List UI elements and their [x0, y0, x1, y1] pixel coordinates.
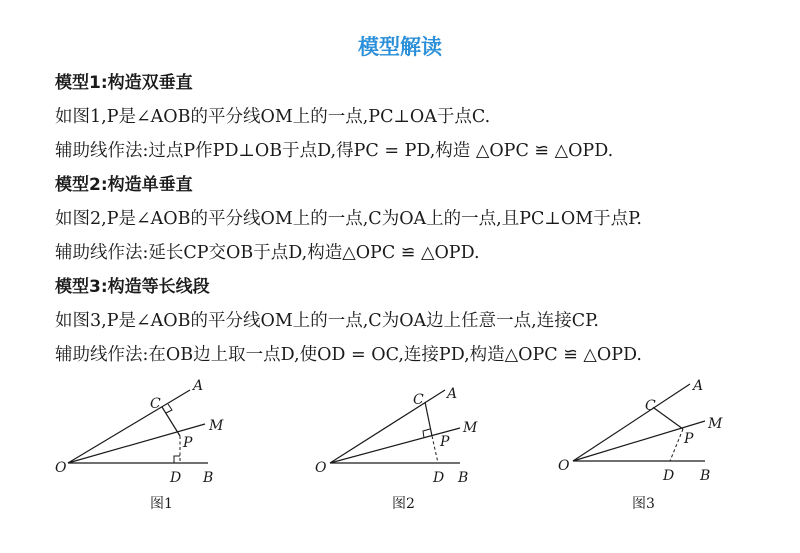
label-m: M — [708, 416, 723, 432]
model-3-description: 如图3,P是∠AOB的平分线OM上的一点,C为OA边上任意一点,连接CP. — [55, 311, 599, 331]
page-title: 模型解读 — [358, 35, 442, 59]
label-d: D — [433, 470, 445, 486]
ray-oa — [68, 390, 190, 463]
ray-oa — [330, 390, 445, 463]
model-3-heading: 模型3:构造等长线段 — [55, 277, 210, 297]
label-p: P — [440, 434, 450, 450]
right-angle-mark-d — [174, 456, 180, 463]
label-c: C — [150, 396, 161, 412]
label-p: P — [183, 435, 193, 451]
label-a: A — [193, 378, 204, 394]
figure-3 — [558, 378, 723, 512]
segment-cp — [654, 408, 683, 429]
figure-2 — [315, 386, 478, 512]
model-2-method: 辅助线作法:延长CP交OB于点D,构造△OPC ≌ △OPD. — [55, 243, 480, 263]
label-m: M — [209, 418, 224, 434]
label-o: O — [315, 460, 327, 476]
figure-1 — [55, 378, 224, 512]
label-a: A — [693, 378, 704, 394]
model-2-heading: 模型2:构造单垂直 — [55, 175, 193, 195]
figure-2-caption: 图2 — [392, 496, 415, 512]
model-3-method: 辅助线作法:在OB边上取一点D,使OD = OC,连接PD,构造△OPC ≌ △OPD. — [55, 345, 642, 365]
right-angle-mark-c — [166, 404, 172, 413]
label-o: O — [558, 458, 570, 474]
figure-1-caption: 图1 — [150, 496, 173, 512]
label-d: D — [663, 468, 675, 484]
figures-area — [0, 368, 800, 553]
segment-pc — [162, 407, 180, 436]
model-1-heading: 模型1:构造双垂直 — [55, 73, 193, 93]
ray-oa — [573, 384, 690, 461]
model-1-description: 如图1,P是∠AOB的平分线OM上的一点,PC⊥OA于点C. — [55, 107, 491, 127]
label-b: B — [700, 468, 711, 484]
label-o: O — [55, 460, 67, 476]
label-b: B — [458, 470, 469, 486]
label-b: B — [203, 470, 214, 486]
label-c: C — [645, 398, 656, 414]
label-d: D — [170, 470, 182, 486]
segment-pd-dashed — [670, 429, 683, 461]
label-m: M — [463, 420, 478, 436]
model-1-method: 辅助线作法:过点P作PD⊥OB于点D,得PC = PD,构造 △OPC ≌ △OPD. — [55, 141, 614, 161]
label-p: P — [684, 431, 694, 447]
figure-3-caption: 图3 — [632, 496, 655, 512]
label-a: A — [447, 386, 458, 402]
segment-cp — [425, 402, 432, 436]
model-2-description: 如图2,P是∠AOB的平分线OM上的一点,C为OA上的一点,且PC⊥OM于点P. — [55, 209, 642, 229]
label-c: C — [413, 392, 424, 408]
segment-pd-dashed — [432, 436, 438, 463]
